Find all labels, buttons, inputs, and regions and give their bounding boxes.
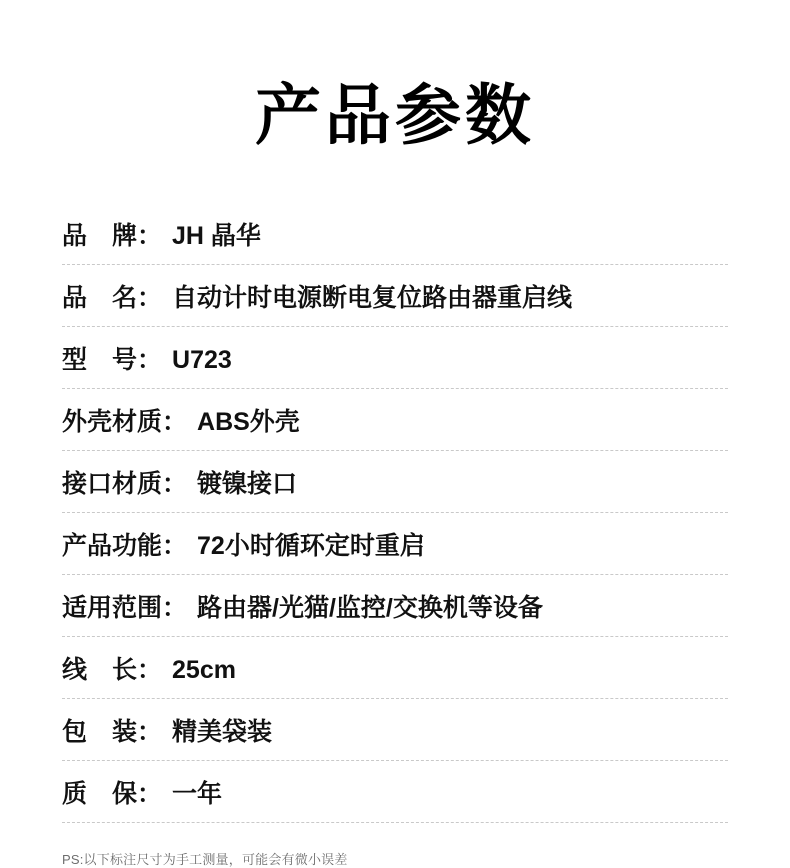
spec-value: 25cm: [172, 655, 236, 684]
table-row: [62, 278, 728, 327]
spec-value: JH 晶华: [172, 221, 261, 250]
spec-value: U723: [172, 345, 232, 374]
spec-label: 外壳材质：: [62, 407, 188, 436]
measurement-note: PS:以下标注尺寸为手工测量，可能会有微小误差: [62, 851, 348, 867]
spec-value: 一年: [172, 779, 223, 808]
table-row: [62, 774, 728, 823]
spec-value: 自动计时电源断电复位路由器重启线: [172, 283, 573, 312]
spec-table: [62, 216, 728, 823]
spec-value: ABS外壳: [197, 407, 300, 436]
spec-value: 镀镍接口: [197, 469, 298, 498]
table-row: [62, 588, 728, 637]
spec-label: 型 号：: [62, 345, 163, 374]
table-row: [62, 650, 728, 699]
page-title: 产品参数: [255, 77, 535, 154]
table-row: [62, 340, 728, 389]
table-row: [62, 402, 728, 451]
spec-label: 适用范围：: [62, 593, 188, 622]
spec-label: 产品功能：: [62, 531, 188, 560]
table-row: [62, 712, 728, 761]
spec-label: 质 保：: [62, 779, 163, 808]
spec-label: 接口材质：: [62, 469, 188, 498]
spec-label: 线 长：: [62, 655, 163, 684]
spec-value: 精美袋装: [172, 717, 273, 746]
table-row: [62, 464, 728, 513]
table-row: [62, 526, 728, 575]
spec-label: 包 装：: [62, 717, 163, 746]
spec-label: 品 名：: [62, 283, 163, 312]
table-row: [62, 216, 728, 265]
spec-value: 路由器/光猫/监控/交换机等设备: [197, 593, 543, 622]
spec-label: 品 牌：: [62, 221, 163, 250]
spec-value: 72小时循环定时重启: [197, 531, 425, 560]
